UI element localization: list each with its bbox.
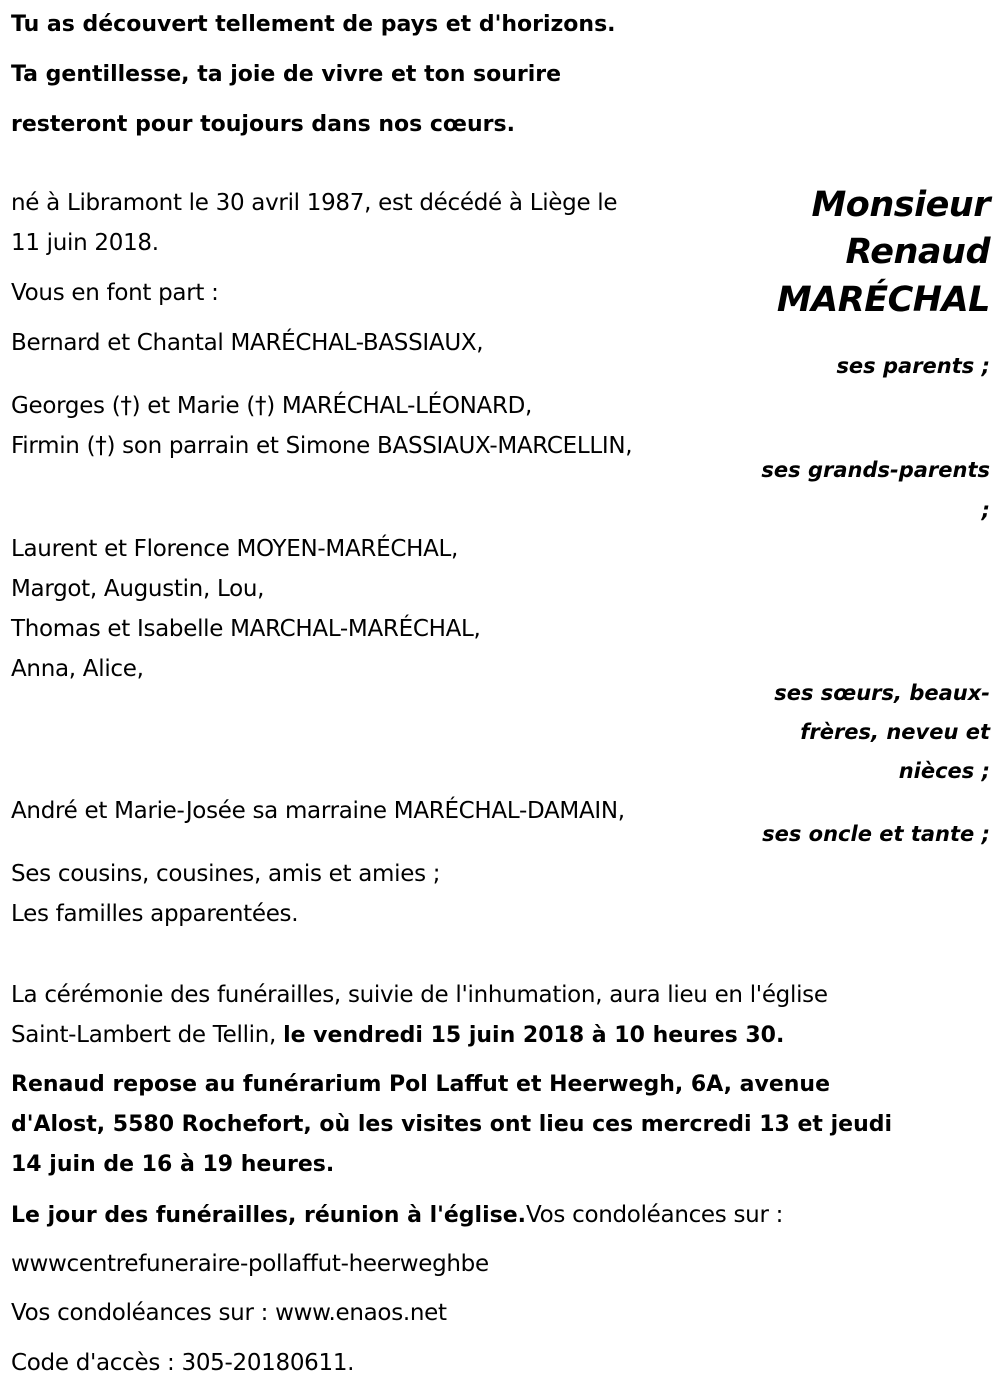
- parents-names: Bernard et Chantal MARÉCHAL-BASSIAUX,: [11, 330, 484, 356]
- others-line: Ses cousins, cousines, amis et amies ;: [11, 861, 441, 887]
- siblings-names: Laurent et Florence MOYEN-MARÉCHAL,: [11, 536, 459, 562]
- visitation-line: 14 juin de 16 à 19 heures.: [11, 1152, 335, 1177]
- deceased-first-name: Renaud: [845, 232, 990, 272]
- birth-death-line: 11 juin 2018.: [11, 230, 159, 256]
- condolences-url: wwwcentrefuneraire-pollaffut-heerweghbe: [11, 1251, 489, 1277]
- ceremony-line: La cérémonie des funérailles, suivie de l'inhumation, aura lieu en l'église: [11, 982, 828, 1008]
- epitaph-line: Ta gentillesse, ta joie de vivre et ton sourire: [11, 62, 562, 87]
- grandparents-relation: ses grands-parents: [761, 458, 990, 482]
- meeting-line: [11, 1202, 783, 1228]
- grandparents-relation: ;: [981, 498, 990, 522]
- meeting-info: Le jour des funérailles, réunion à l'église.: [11, 1203, 526, 1228]
- uncle-aunt-names: André et Marie-Josée sa marraine MARÉCHAL-DAMAIN,: [11, 798, 625, 824]
- deceased-last-name: MARÉCHAL: [776, 280, 990, 320]
- siblings-relation: ses sœurs, beaux-: [774, 681, 990, 705]
- parents-relation: ses parents ;: [836, 354, 990, 378]
- visitation-line: Renaud repose au funérarium Pol Laffut et Heerwegh, 6A, avenue: [11, 1072, 831, 1097]
- access-code: Code d'accès : 305-20180611.: [11, 1350, 355, 1376]
- deceased-title: Monsieur: [811, 185, 990, 225]
- siblings-names: Margot, Augustin, Lou,: [11, 576, 265, 602]
- siblings-relation: nièces ;: [898, 759, 990, 783]
- condolences-label: Vos condoléances sur :: [526, 1202, 784, 1228]
- ceremony-datetime: le vendredi 15 juin 2018 à 10 heures 30.: [283, 1023, 785, 1048]
- others-line: Les familles apparentées.: [11, 901, 299, 927]
- epitaph-line: Tu as découvert tellement de pays et d'horizons.: [11, 12, 616, 37]
- siblings-relation: frères, neveu et: [800, 720, 990, 744]
- siblings-names: Anna, Alice,: [11, 656, 144, 682]
- ceremony-location: Saint-Lambert de Tellin,: [11, 1022, 284, 1048]
- grandparents-names: Firmin (†) son parrain et Simone BASSIAUX-MARCELLIN,: [11, 433, 633, 459]
- uncle-aunt-relation: ses oncle et tante ;: [762, 822, 990, 846]
- ceremony-line: [11, 1022, 784, 1048]
- siblings-names: Thomas et Isabelle MARCHAL-MARÉCHAL,: [11, 616, 481, 642]
- announcement-text: Vous en font part :: [11, 280, 219, 306]
- grandparents-names: Georges (†) et Marie (†) MARÉCHAL-LÉONARD,: [11, 393, 533, 419]
- condolences-line: Vos condoléances sur : www.enaos.net: [11, 1300, 447, 1326]
- epitaph-line: resteront pour toujours dans nos cœurs.: [11, 112, 515, 137]
- visitation-line: d'Alost, 5580 Rochefort, où les visites ont lieu ces mercredi 13 et jeudi: [11, 1112, 893, 1137]
- birth-death-line: né à Libramont le 30 avril 1987, est décédé à Liège le: [11, 190, 618, 216]
